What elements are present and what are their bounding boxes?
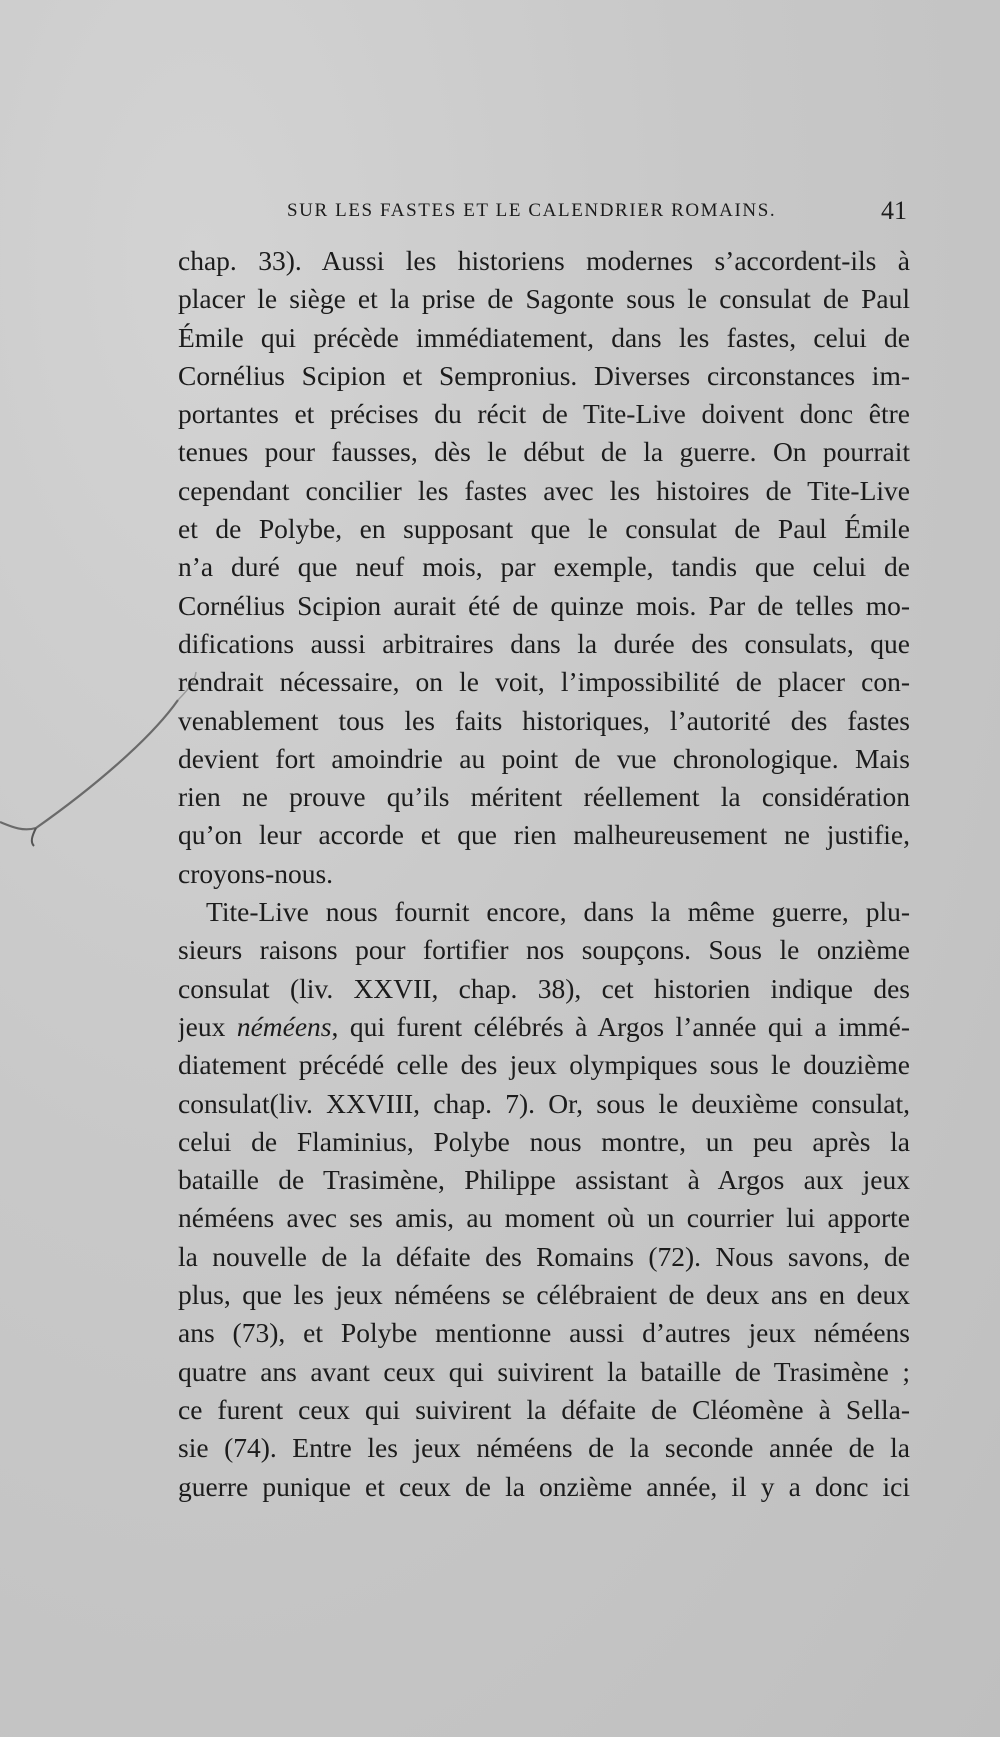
text-line: bataille de Trasimène, Philippe assistant à Argos aux jeux — [178, 1164, 910, 1196]
text-fragment: , qui furent célébrés à Argos l’année qui a immé- — [331, 1010, 910, 1042]
text-line: Cornélius Scipion et Sempronius. Diverses circonstances im- — [178, 359, 910, 391]
text-line: consulat(liv. XXVIII, chap. 7). Or, sous le deuxième consulat, — [178, 1087, 910, 1119]
text-line: quatre ans avant ceux qui suivirent la bataille de Trasimène ; — [178, 1355, 910, 1387]
text-line: Émile qui précède immédiatement, dans les fastes, celui de — [178, 321, 910, 353]
text-line: ans (73), et Polybe mentionne aussi d’autres jeux néméens — [178, 1317, 910, 1349]
page-header — [287, 196, 907, 230]
italic-word: néméens — [236, 1010, 332, 1042]
text-fragment: jeux — [178, 1010, 237, 1042]
text-line: la nouvelle de la défaite des Romains (72). Nous savons, de — [178, 1240, 910, 1272]
text-line: consulat (liv. XXVII, chap. 38), cet historien indique des — [178, 972, 910, 1004]
running-head: SUR LES FASTES ET LE CALENDRIER ROMAINS. — [287, 200, 777, 221]
text-line: placer le siège et la prise de Sagonte sous le consulat de Paul — [178, 283, 910, 315]
text-line: venablement tous les faits historiques, l’autorité des fastes — [178, 704, 910, 736]
text-line: chap. 33). Aussi les historiens modernes s’accordent-ils à — [178, 245, 910, 276]
text-line: néméens avec ses amis, au moment où un courrier lui apporte — [178, 1202, 910, 1234]
text-line: qu’on leur accorde et que rien malheureusement ne justifie, — [178, 819, 910, 851]
paragraph-start-line: Tite-Live nous fournit encore, dans la même guerre, plu- — [206, 896, 910, 928]
text-line: portantes et précises du récit de Tite-Live doivent donc être — [178, 398, 910, 430]
text-line: croyons-nous. — [178, 857, 334, 889]
text-line: tenues pour fausses, dès le début de la guerre. On pourrait — [178, 436, 910, 468]
text-line-with-italic — [178, 1008, 910, 1046]
body-text — [178, 242, 910, 1506]
text-line: rendrait nécessaire, on le voit, l’impossibilité de placer con- — [178, 666, 910, 698]
text-line: difications aussi arbitraires dans la durée des consulats, que — [178, 627, 910, 659]
text-line: plus, que les jeux néméens se célébraient de deux ans en deux — [178, 1279, 910, 1311]
text-line: et de Polybe, en supposant que le consulat de Paul Émile — [178, 513, 910, 545]
text-line: guerre punique et ceux de la onzième année, il y a donc ici — [178, 1470, 910, 1502]
page-number: 41 — [881, 196, 907, 225]
text-line: Cornélius Scipion aurait été de quinze mois. Par de telles mo- — [178, 589, 910, 621]
text-line: n’a duré que neuf mois, par exemple, tandis que celui de — [178, 551, 910, 583]
text-line: diatement précédé celle des jeux olympiques sous le douzième — [178, 1049, 910, 1081]
text-line: devient fort amoindrie au point de vue chronologique. Mais — [178, 742, 910, 774]
text-line: rien ne prouve qu’ils méritent réellement la considération — [178, 781, 910, 813]
text-line: sie (74). Entre les jeux néméens de la seconde année de la — [178, 1432, 910, 1464]
text-line: sieurs raisons pour fortifier nos soupçons. Sous le onzième — [178, 934, 910, 966]
text-line: cependant concilier les fastes avec les histoires de Tite-Live — [178, 474, 910, 506]
text-line: celui de Flaminius, Polybe nous montre, un peu après la — [178, 1125, 910, 1157]
text-line: ce furent ceux qui suivirent la défaite de Cléomène à Sella- — [178, 1393, 910, 1425]
